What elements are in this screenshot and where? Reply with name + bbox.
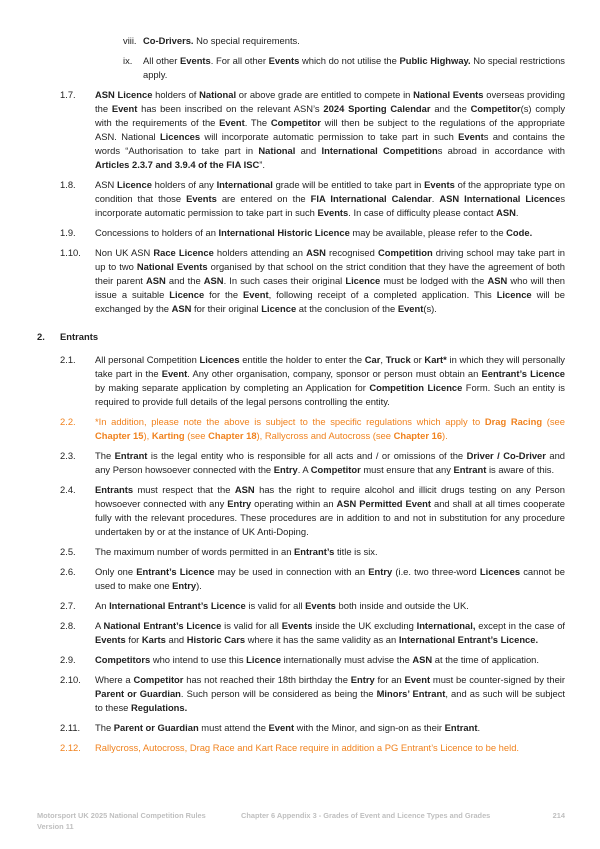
- text-segment: No special restrictions apply.: [143, 55, 565, 80]
- text-segment: operating within an: [251, 498, 337, 509]
- text-segment: organised by that school on the strict condition that they have the agreement of both their parent: [95, 261, 565, 286]
- clause-text: [95, 415, 565, 443]
- text-segment: , and as such will be subject to these: [95, 688, 566, 713]
- defined-term: Competitor: [470, 103, 521, 114]
- text-segment: Non UK ASN: [95, 247, 154, 258]
- clause-text: [95, 599, 565, 613]
- defined-term: Driver / Co-Driver: [466, 450, 546, 461]
- text-segment: who will then issue a suitable: [95, 275, 566, 300]
- defined-term: International: [216, 179, 273, 190]
- defined-term: Minors’ Entrant: [376, 688, 446, 699]
- defined-term: Events: [180, 55, 211, 66]
- defined-term: ASN: [234, 484, 255, 495]
- clause-text: [95, 178, 565, 220]
- clause-number: 2.4.: [60, 484, 76, 495]
- text-segment: (i.e. two three-word: [392, 566, 480, 577]
- text-segment: by making separate application by completing an Application for: [95, 382, 370, 393]
- footer-title: Motorsport UK 2025 National Competition Rules: [37, 811, 206, 820]
- text-segment: . Any other organisation, company, sponsor or person must obtain an: [187, 368, 482, 379]
- defined-term: Competitor: [270, 117, 321, 128]
- text-segment: grade will be entitled to take part in: [272, 179, 425, 190]
- text-segment: and: [165, 634, 187, 645]
- clause: [0, 673, 600, 715]
- defined-term: Chapter 16: [393, 430, 443, 441]
- clause: [0, 226, 600, 240]
- text-segment: The: [95, 450, 115, 461]
- text-segment: except in the case of: [475, 620, 566, 631]
- clause-number: 2.7.: [60, 600, 76, 611]
- text-segment: at the conclusion of the: [296, 303, 398, 314]
- defined-term: Race Licence: [153, 247, 214, 258]
- footer-chapter: Chapter 6 Appendix 3 - Grades of Event and Licence Types and Grades: [241, 811, 491, 820]
- text-segment: and the: [430, 103, 471, 114]
- text-segment: is valid for all: [245, 600, 306, 611]
- text-segment: Concessions to holders of an: [95, 227, 219, 238]
- clause: [0, 353, 600, 409]
- defined-term: ASN International Licence: [439, 193, 561, 204]
- text-segment: title is six.: [334, 546, 378, 557]
- text-segment: ),: [143, 430, 152, 441]
- clause-text: [143, 54, 565, 82]
- defined-term: Events: [95, 634, 126, 645]
- clause-text: [95, 673, 565, 715]
- clause-text: [95, 353, 565, 409]
- text-segment: s incorporate automatic permission to take part in such: [95, 193, 565, 218]
- defined-term: Competitor: [310, 464, 361, 475]
- document-page: [0, 34, 600, 761]
- defined-term: 2024 Sporting Calendar: [323, 103, 431, 114]
- defined-term: Entrant: [453, 464, 487, 475]
- defined-term: Licence: [246, 654, 282, 665]
- defined-term: ASN: [487, 275, 508, 286]
- text-segment: are entered on the: [216, 193, 311, 204]
- text-segment: *In addition, please note the above is subject to the specific regulations which apply to: [95, 416, 485, 427]
- text-segment: which do not utilise the: [299, 55, 400, 66]
- clause-text: [95, 653, 565, 667]
- text-segment: must attend the: [198, 722, 269, 733]
- defined-term: Events: [317, 207, 349, 218]
- defined-term: Parent or Guardian: [95, 688, 181, 699]
- defined-term: Entrant’s: [294, 546, 335, 557]
- text-segment: Entrants: [60, 331, 99, 342]
- defined-term: ASN Licence: [95, 89, 153, 100]
- text-segment: for an: [374, 674, 405, 685]
- clause: [0, 653, 600, 667]
- text-segment: for: [125, 634, 142, 645]
- defined-term: Entrant’s Licence: [136, 566, 215, 577]
- text-segment: recognised: [325, 247, 378, 258]
- defined-term: Entry: [273, 464, 298, 475]
- clause-text: [60, 330, 600, 344]
- clause-text: [95, 545, 565, 559]
- text-segment: inside the UK excluding: [312, 620, 417, 631]
- clause-text: [95, 449, 565, 477]
- clause-text: [95, 565, 565, 593]
- defined-term: Regulations.: [130, 702, 188, 713]
- footer-version: Version 11: [37, 822, 74, 831]
- text-segment: . A: [297, 464, 311, 475]
- defined-term: Entry: [227, 498, 252, 509]
- clause-number: 1.10.: [60, 247, 81, 258]
- text-segment: and: [295, 145, 322, 156]
- text-segment: in which they will personally take part in the: [95, 354, 565, 379]
- text-segment: .: [431, 193, 440, 204]
- clause-number: 1.7.: [60, 89, 76, 100]
- defined-term: Co-Drivers.: [143, 35, 194, 46]
- defined-term: FIA International Calendar: [310, 193, 432, 204]
- defined-term: National Entrant’s Licence: [103, 620, 222, 631]
- defined-term: Public Highway.: [399, 55, 471, 66]
- clause: [0, 483, 600, 539]
- defined-term: Entry: [350, 674, 375, 685]
- clause: [0, 545, 600, 559]
- text-segment: holders attending an: [213, 247, 307, 258]
- clause-text: [95, 88, 565, 172]
- clause-number: 2.1.: [60, 354, 76, 365]
- defined-term: Parent or Guardian: [113, 722, 199, 733]
- defined-term: ASN: [203, 275, 224, 286]
- text-segment: and shall at all times cooperate fully with the relevant procedures. These procedures are in addition to and not in substitution for any procedure undertaken by or at the instance of UK Anti-Doping.: [95, 498, 565, 537]
- text-segment: is valid for all: [221, 620, 282, 631]
- clause: [0, 34, 600, 48]
- text-segment: overseas providing the: [95, 89, 566, 114]
- defined-term: Entry: [368, 566, 393, 577]
- defined-term: ASN Permitted Event: [336, 498, 432, 509]
- defined-term: Karting: [151, 430, 185, 441]
- text-segment: Rallycross, Autocross, Drag Race and Kart Race require in addition a PG Entrant’s Licence to be held.: [95, 742, 520, 753]
- text-segment: entitle the holder to enter the: [239, 354, 365, 365]
- defined-term: Event: [268, 722, 295, 733]
- defined-term: Entry: [172, 580, 197, 591]
- text-segment: internationally must advise the: [281, 654, 413, 665]
- defined-term: International Entrant’s Licence: [109, 600, 246, 611]
- clause: [0, 88, 600, 172]
- clause-number: 2.11.: [60, 722, 81, 733]
- defined-term: Drag Racing: [484, 416, 543, 427]
- defined-term: Events: [305, 600, 336, 611]
- clause-text: [95, 226, 565, 240]
- clause-number: 2.: [37, 331, 45, 342]
- defined-term: Event: [219, 117, 245, 128]
- text-segment: .: [515, 207, 519, 218]
- text-segment: ).: [442, 430, 448, 441]
- text-segment: for their original: [191, 303, 262, 314]
- clause: [0, 449, 600, 477]
- clause-number: 2.6.: [60, 566, 76, 577]
- defined-term: Historic Cars: [186, 634, 246, 645]
- clause-text: [95, 721, 565, 735]
- defined-term: Competitor: [133, 674, 184, 685]
- clause: [0, 599, 600, 613]
- text-segment: (see: [542, 416, 565, 427]
- text-segment: . The: [244, 117, 271, 128]
- text-segment: The: [95, 722, 114, 733]
- text-segment: must be counter-signed by their: [430, 674, 565, 685]
- defined-term: Chapter 18: [208, 430, 257, 441]
- clause-number: 2.3.: [60, 450, 76, 461]
- defined-term: Competition: [377, 247, 433, 258]
- clause: [0, 741, 600, 755]
- defined-term: Events: [424, 179, 455, 190]
- text-segment: The maximum number of words permitted in an: [95, 546, 295, 557]
- footer-page-number: 214: [552, 811, 565, 820]
- text-segment: ), Rallycross and Autocross (see: [256, 430, 394, 441]
- defined-term: Licences: [159, 131, 201, 142]
- text-segment: will then be subject to the regulations of the appropriate ASN. National: [95, 117, 565, 142]
- defined-term: Competitors: [95, 654, 151, 665]
- clause-text: [95, 483, 565, 539]
- text-segment: . In such cases their original: [223, 275, 346, 286]
- text-segment: .: [477, 722, 481, 733]
- text-segment: is the legal entity who is responsible for all acts and / or omissions of the: [147, 450, 467, 461]
- defined-term: Event: [458, 131, 484, 142]
- footer-document-title: [37, 810, 206, 832]
- text-segment: s and contains the words “Authorisation to take part in: [95, 131, 565, 156]
- defined-term: Code.: [506, 227, 533, 238]
- text-segment: or: [410, 354, 425, 365]
- clause-number: ix.: [123, 55, 133, 66]
- text-segment: . In case of difficulty please contact: [348, 207, 497, 218]
- defined-term: Licences: [199, 354, 240, 365]
- defined-term: Licence: [261, 303, 297, 314]
- text-segment: cannot be used to make one: [95, 566, 565, 591]
- clause-number: 2.8.: [60, 620, 76, 631]
- defined-term: International,: [416, 620, 476, 631]
- text-segment: for the: [204, 289, 244, 300]
- text-segment: A: [95, 620, 104, 631]
- defined-term: Events: [281, 620, 313, 631]
- clause-number: 1.8.: [60, 179, 76, 190]
- defined-term: Licence: [169, 289, 205, 300]
- defined-term: ASN: [412, 654, 433, 665]
- defined-term: Licences: [479, 566, 521, 577]
- defined-term: Eentrant’s Licence: [481, 368, 566, 379]
- defined-term: Entrant: [114, 450, 148, 461]
- defined-term: Licence: [496, 289, 532, 300]
- clause-number: 2.5.: [60, 546, 76, 557]
- text-segment: Where a: [95, 674, 134, 685]
- defined-term: International Competition: [321, 145, 438, 156]
- defined-term: ASN: [306, 247, 326, 258]
- defined-term: Articles 2.3.7 and 3.9.4 of the FIA ISC: [95, 159, 260, 170]
- clause: [0, 246, 600, 316]
- clause: [0, 178, 600, 220]
- text-segment: who intend to use this: [150, 654, 247, 665]
- defined-term: Event: [161, 368, 188, 379]
- text-segment: (s) comply with the requirements of the: [95, 103, 566, 128]
- text-segment: holders of any: [151, 179, 217, 190]
- defined-term: ASN: [146, 275, 166, 286]
- text-segment: driving school may take part in up to two: [95, 247, 566, 272]
- defined-term: Entrant: [444, 722, 478, 733]
- section-heading: [0, 330, 600, 344]
- text-segment: , following receipt of a completed application. This: [268, 289, 497, 300]
- text-segment: ,: [380, 354, 386, 365]
- defined-term: International Entrant’s Licence.: [398, 634, 539, 645]
- clause-number: 2.12.: [60, 742, 81, 753]
- text-segment: has not reached their 18th birthday the: [183, 674, 351, 685]
- clause-text: [95, 619, 565, 647]
- text-segment: may be available, please refer to the: [349, 227, 507, 238]
- text-segment: . Such person will be considered as being the: [180, 688, 377, 699]
- text-segment: must ensure that any: [360, 464, 454, 475]
- defined-term: National: [199, 89, 237, 100]
- text-segment: holders of: [152, 89, 200, 100]
- text-segment: will incorporate automatic permission to take part in such: [200, 131, 459, 142]
- defined-term: Licence: [345, 275, 381, 286]
- text-segment: must respect that the: [133, 484, 235, 495]
- defined-term: Competition Licence: [369, 382, 463, 393]
- defined-term: International Historic Licence: [218, 227, 350, 238]
- text-segment: ).: [196, 580, 202, 591]
- clause-number: 2.2.: [60, 416, 76, 427]
- text-segment: and any Person howsoever connected with the: [95, 450, 566, 475]
- text-segment: will be exchanged by the: [95, 289, 565, 314]
- text-segment: (see: [184, 430, 209, 441]
- text-segment: Only one: [95, 566, 137, 577]
- text-segment: or above grade are entitled to compete in: [236, 89, 414, 100]
- text-segment: Form. Such an entity is required to provide full details of the legal persons controlling the entity.: [95, 382, 565, 407]
- defined-term: Karts: [141, 634, 166, 645]
- clause-text: [95, 741, 565, 755]
- text-segment: both inside and outside the UK.: [335, 600, 469, 611]
- defined-term: Car: [364, 354, 381, 365]
- defined-term: Entrants: [95, 484, 134, 495]
- text-segment: All personal Competition: [95, 354, 200, 365]
- text-segment: No special requirements.: [193, 35, 300, 46]
- text-segment: must be lodged with the: [380, 275, 488, 286]
- clause: [0, 54, 600, 82]
- defined-term: National Events: [413, 89, 484, 100]
- clause-number: 2.9.: [60, 654, 76, 665]
- defined-term: Event: [243, 289, 269, 300]
- text-segment: at the time of application.: [432, 654, 540, 665]
- text-segment: with the Minor, and sign-on as their: [294, 722, 445, 733]
- defined-term: National Events: [136, 261, 208, 272]
- clause-number: viii.: [123, 35, 137, 46]
- clause: [0, 619, 600, 647]
- defined-term: Event: [111, 103, 138, 114]
- text-segment: All other: [143, 55, 181, 66]
- text-segment: where it has the same validity as an: [245, 634, 399, 645]
- text-segment: is aware of this.: [486, 464, 555, 475]
- text-segment: An: [95, 600, 110, 611]
- defined-term: National: [258, 145, 296, 156]
- defined-term: Chapter 15: [95, 430, 144, 441]
- defined-term: Licence: [117, 179, 152, 190]
- text-segment: may be used in connection with an: [214, 566, 369, 577]
- clause-number: 1.9.: [60, 227, 76, 238]
- defined-term: Events: [268, 55, 300, 66]
- text-segment: (s).: [423, 303, 437, 314]
- defined-term: ASN: [496, 207, 516, 218]
- defined-term: Event: [404, 674, 431, 685]
- text-segment: of the appropriate type on condition that those: [95, 179, 565, 204]
- defined-term: Truck: [385, 354, 411, 365]
- defined-term: Event: [397, 303, 424, 314]
- clause-text: [95, 246, 565, 316]
- clause: [0, 415, 600, 443]
- text-segment: ASN: [95, 179, 118, 190]
- text-segment: and the: [165, 275, 204, 286]
- defined-term: Events: [186, 193, 217, 204]
- defined-term: Kart*: [424, 354, 447, 365]
- text-segment: has been inscribed on the relevant ASN’s: [137, 103, 324, 114]
- text-segment: s abroad in accordance with: [437, 145, 566, 156]
- clause: [0, 565, 600, 593]
- text-segment: ”.: [259, 159, 266, 170]
- defined-term: ASN: [171, 303, 192, 314]
- clause: [0, 721, 600, 735]
- clause-number: 2.10.: [60, 674, 81, 685]
- text-segment: has the right to require alcohol and illicit drugs testing on any Person howsoever connected with any: [95, 484, 565, 509]
- clause-text: [143, 34, 565, 48]
- text-segment: . For all other: [210, 55, 269, 66]
